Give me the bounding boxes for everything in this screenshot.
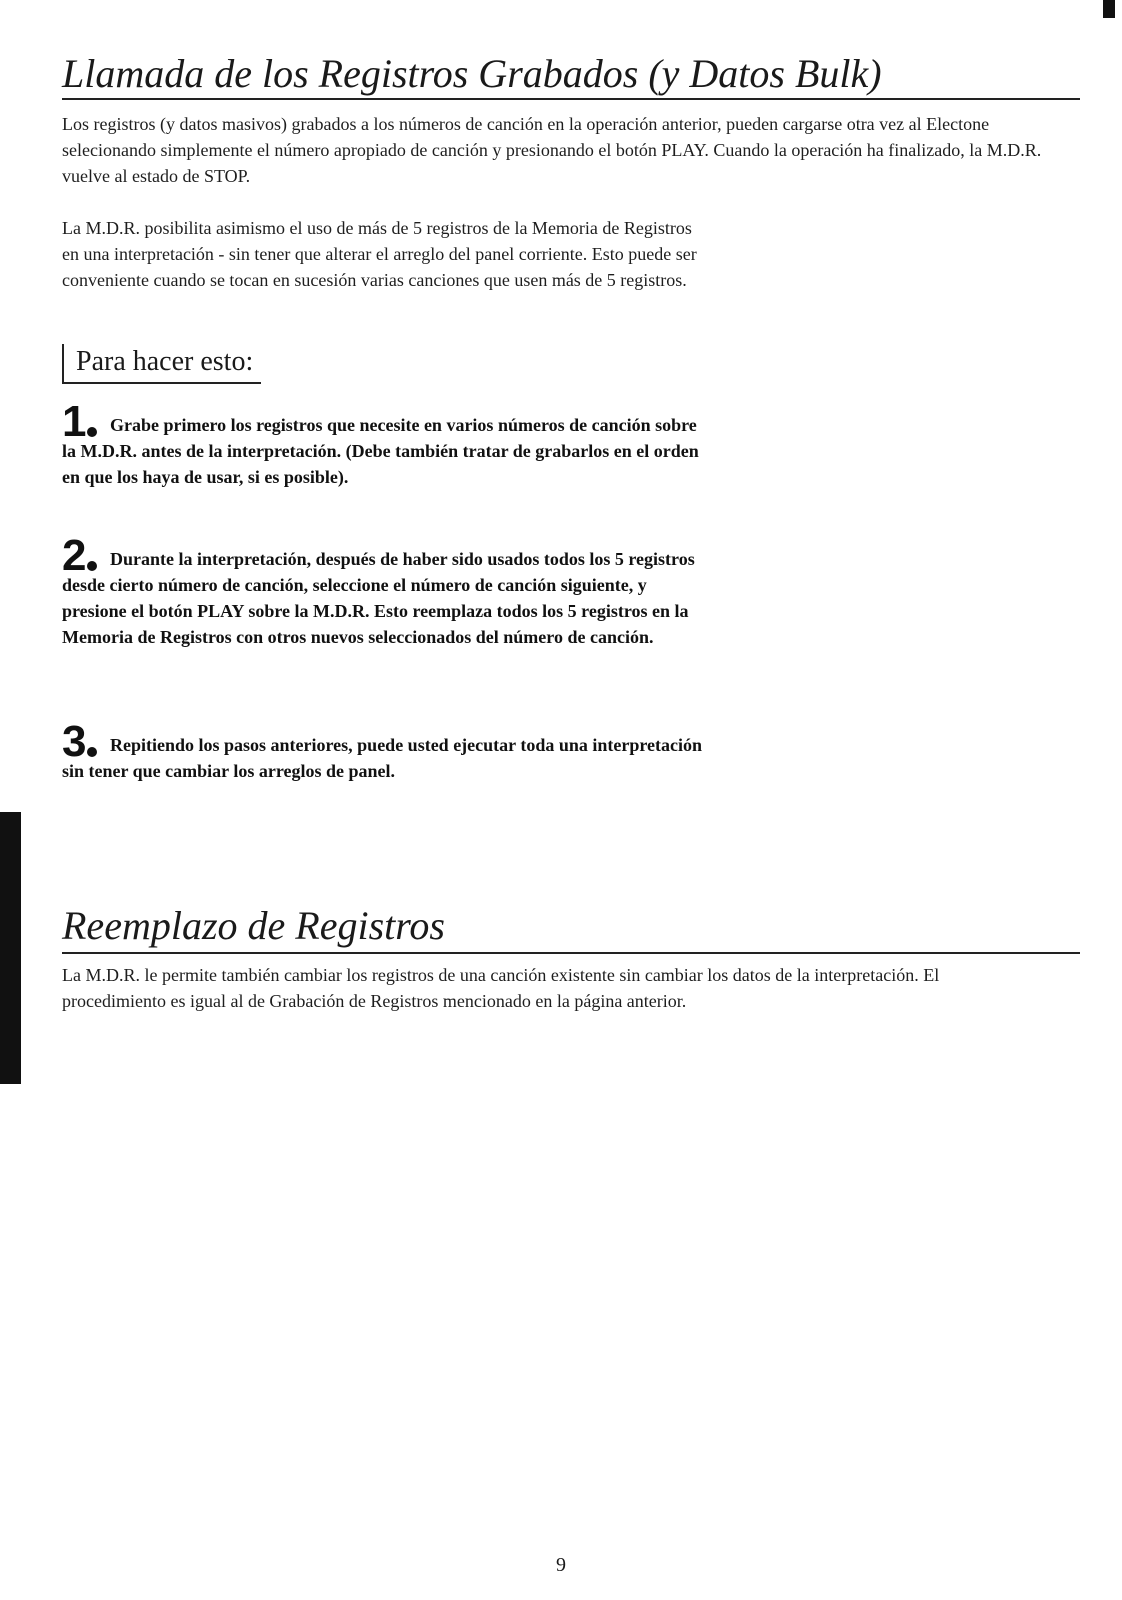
bullet-dot-icon [87,747,97,757]
paragraph-intro: Los registros (y datos masivos) grabados a los números de canción en la operación anterior, pueden cargarse otra vez al Electone selecionando simplemente el número apropiado de canción y presionando el botón PLAY. Cuando la operación ha finalizado, la M.D.R. vuelve al estado de STOP. [62,114,1042,186]
section-title-llamada: Llamada de los Registros Grabados (y Datos Bulk) [62,51,882,96]
step-number: 1 [62,397,87,446]
title-rule [62,98,1080,100]
step-text: Grabe primero los registros que necesite en varios números de canción sobre la M.D.R. antes de la interpretación. (Debe también tratar de grabarlos en el orden en que los haya de usar, si es posible). [62,415,699,487]
step-text: Repitiendo los pasos anteriores, puede usted ejecutar toda una interpretación sin tener que cambiar los arreglos de panel. [62,735,702,781]
step-1 [62,397,702,490]
title-rule [62,952,1080,954]
page-number: 9 [556,1554,566,1576]
bullet-dot-icon [87,427,97,437]
side-thumb-tab [0,812,21,1084]
paragraph-memoria: La M.D.R. posibilita asimismo el uso de más de 5 registros de la Memoria de Registros en una interpretación - sin tener que alterar el arreglo del panel corriente. Esto puede ser conveniente cuando se tocan en sucesión varias canciones que usen más de 5 registros. [62,218,697,290]
section-title-reemplazo: Reemplazo de Registros [62,903,445,948]
subheading-para-hacer: Para hacer esto: [62,344,261,384]
step-number: 2 [62,531,87,580]
corner-registration-mark [1103,0,1115,18]
step-2 [62,531,702,650]
step-text: Durante la interpretación, después de haber sido usados todos los 5 registros desde cierto número de canción, seleccione el número de canción siguiente, y presione el botón PLAY sobre la M.D.R. Esto reemplaza todos los 5 registros en la Memoria de Registros con otros nuevos seleccionados del número de canción. [62,549,695,647]
step-3 [62,717,702,784]
paragraph-reemplazo: La M.D.R. le permite también cambiar los registros de una canción existente sin cambiar los datos de la interpretación. El procedimiento es igual al de Grabación de Registros mencionado en la página anterior. [62,965,940,1011]
bullet-dot-icon [87,561,97,571]
step-number: 3 [62,717,87,766]
